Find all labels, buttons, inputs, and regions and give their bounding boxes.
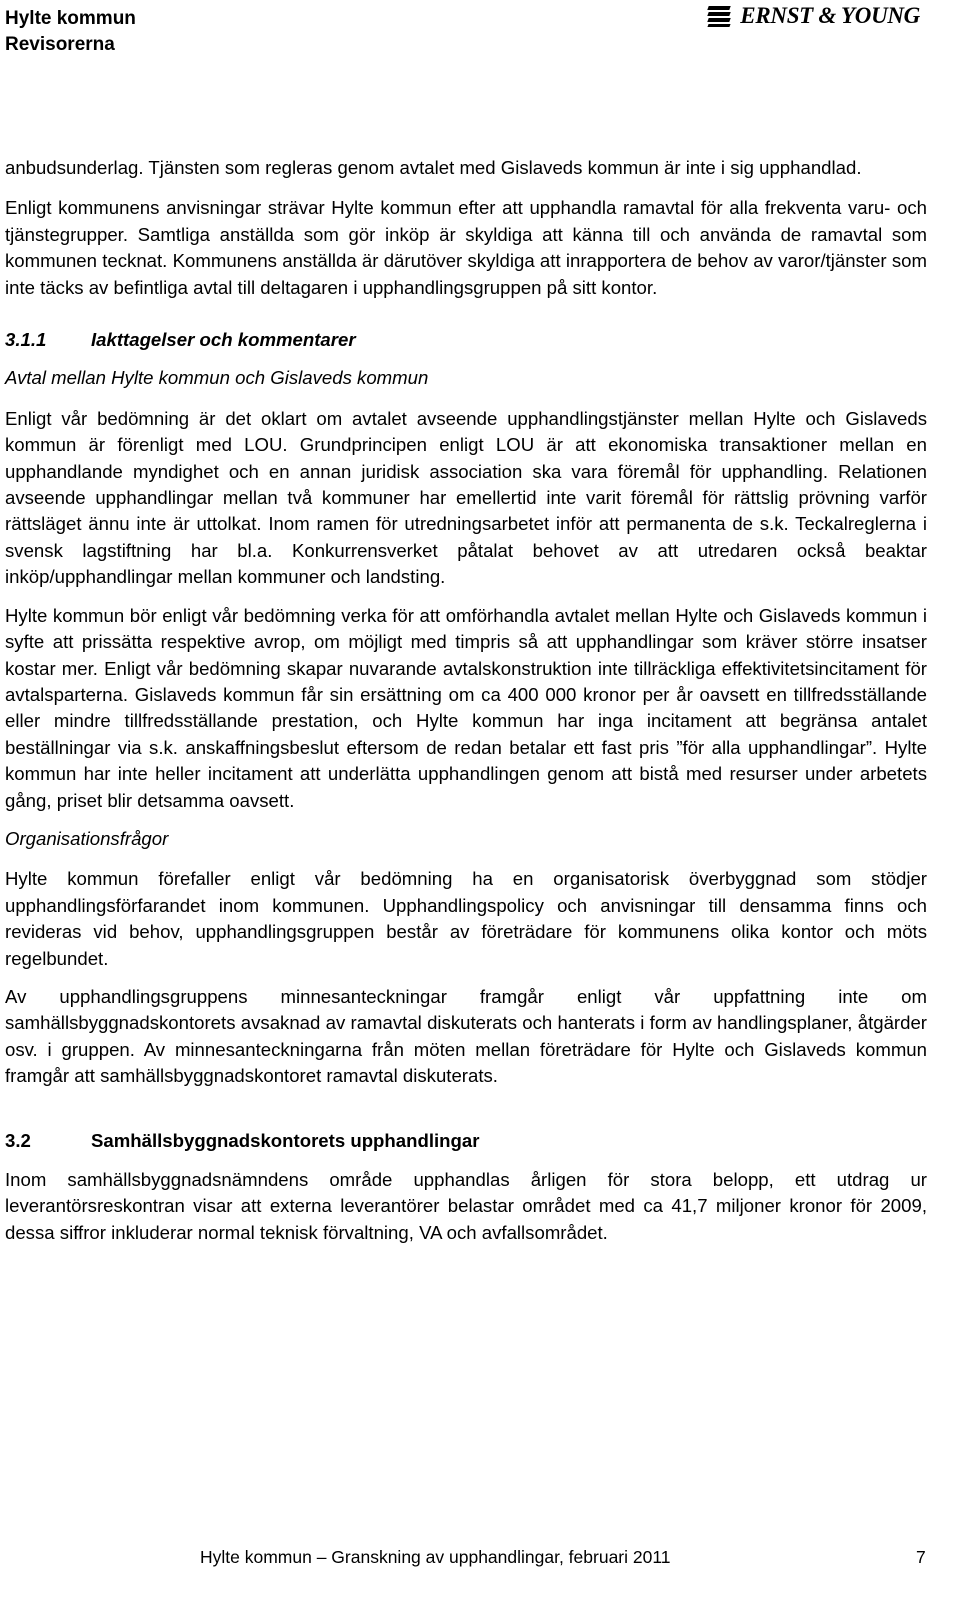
paragraph: anbudsunderlag. Tjänsten som regleras genom avtalet med Gislaveds kommun är inte i sig upphandlad.	[5, 157, 862, 178]
header-org: Hylte kommun	[5, 8, 136, 29]
paragraph: Enligt kommunens anvisningar strävar Hylte kommun efter att upphandla ramavtal för alla frekventa varu- och tjänstegrupper. Samtliga anställda som gör inköp är skyldiga att känna till och använda de ramavtal som kommunen tecknat. Kommunens anställda är därutöver skyldiga att inrapportera de behov av varor/tjänster som inte täcks av befintliga avtal till deltagaren i upphandlingsgruppen på sitt kontor.	[5, 197, 927, 298]
section-title: Iakttagelser och kommentarer	[91, 329, 356, 351]
ernst-young-logo	[708, 2, 920, 30]
page-footer: Hylte kommun – Granskning av upphandlingar, februari 2011	[200, 1547, 671, 1567]
subheading: Organisationsfrågor	[5, 827, 169, 849]
paragraph: Inom samhällsbyggnadsnämndens område upphandlas årligen för stora belopp, ett utdrag ur leverantörsreskontran visar att externa leverantörer belastar området med ca 41,7 miljoner kronor för 2009, dessa siffror inkluderar normal teknisk förvaltning, VA och avfallsområdet.	[5, 1169, 927, 1243]
paragraph: Av upphandlingsgruppens minnesanteckningar framgår enligt vår uppfattning inte om samhällsbyggnadskontorets avsaknad av ramavtal diskuterats och hanterats i form av handlingsplaner, åtgärder osv. i gruppen. Av minnesanteckningarna från möten mellan företrädare för Hylte och Gislaveds kommun framgår att samhällsbyggnadskontoret ramavtal diskuterats.	[5, 985, 927, 1087]
page-number: 7	[916, 1547, 926, 1567]
paragraph: Hylte kommun förefaller enligt vår bedömning ha en organisatorisk överbyggnad som stödjer upphandlingsförfarandet inom kommunen. Upphandlingspolicy och anvisningar till densamma finns och revideras vid behov, upphandlingsgruppen består av företrädare för kommunens olika kontor och möts regelbundet.	[5, 868, 927, 969]
section-heading-3-1-1	[5, 327, 927, 353]
subheading: Avtal mellan Hylte kommun och Gislaveds kommun	[5, 367, 429, 389]
paragraph: Hylte kommun bör enligt vår bedömning verka för att omförhandla avtalet mellan Hylte och Gislaveds kommun i syfte att prissätta respektive avrop, om möjligt med timpris så att upphandlingar som kräver större insatser kostar mer. Enligt vår bedömning skapar nuvarande avtalskonstruktion inte tillräckliga effektivitetsincitament för avtalsparterna. Gislaveds kommun får sin ersättning om ca 400 000 kronor per år oavsett en tillfredsställande eller mindre tillfredsställande prestation, och Hylte kommun har inga incitament att begränsa antalet beställningar via s.k. anskaffningsbeslut eftersom de redan betalar ett fast pris ”för alla upphandlingar”. Hylte kommun har inte heller incitament att underlätta upphandlingen genom att bistå med resurser under arbetets gång, priset blir detsamma oavsett.	[5, 604, 927, 811]
ey-logo-icon	[708, 5, 734, 27]
paragraph: Enligt vår bedömning är det oklart om avtalet avseende upphandlingstjänster mellan Hylte och Gislaveds kommun är förenligt med LOU. Grundprincipen enligt LOU är att ekonomiska transaktioner mellan en upphandlande myndighet och en annan juridisk association ska vara föremål för upphandling. Relationen avseende upphandlingar mellan två kommuner har emellertid inte varit föremål för rättslig prövning varför rättsläget ännu inte är uttolkat. Inom ramen för utredningsarbetet inför att permanenta de s.k. Teckalreglerna i svensk lagstiftning har bl.a. Konkurrensverket påtalat behovet av att utredaren också beaktar inköp/upphandlingar mellan kommuner och landsting.	[5, 407, 927, 588]
section-heading-3-2	[5, 1128, 927, 1154]
document-body	[5, 155, 927, 1246]
page-header	[5, 6, 136, 58]
section-number: 3.2	[5, 1129, 31, 1151]
section-number: 3.1.1	[5, 329, 47, 351]
logo-text: ERNST & YOUNG	[740, 3, 920, 28]
header-dept: Revisorerna	[5, 34, 115, 55]
section-title: Samhällsbyggnadskontorets upphandlingar	[91, 1129, 480, 1151]
